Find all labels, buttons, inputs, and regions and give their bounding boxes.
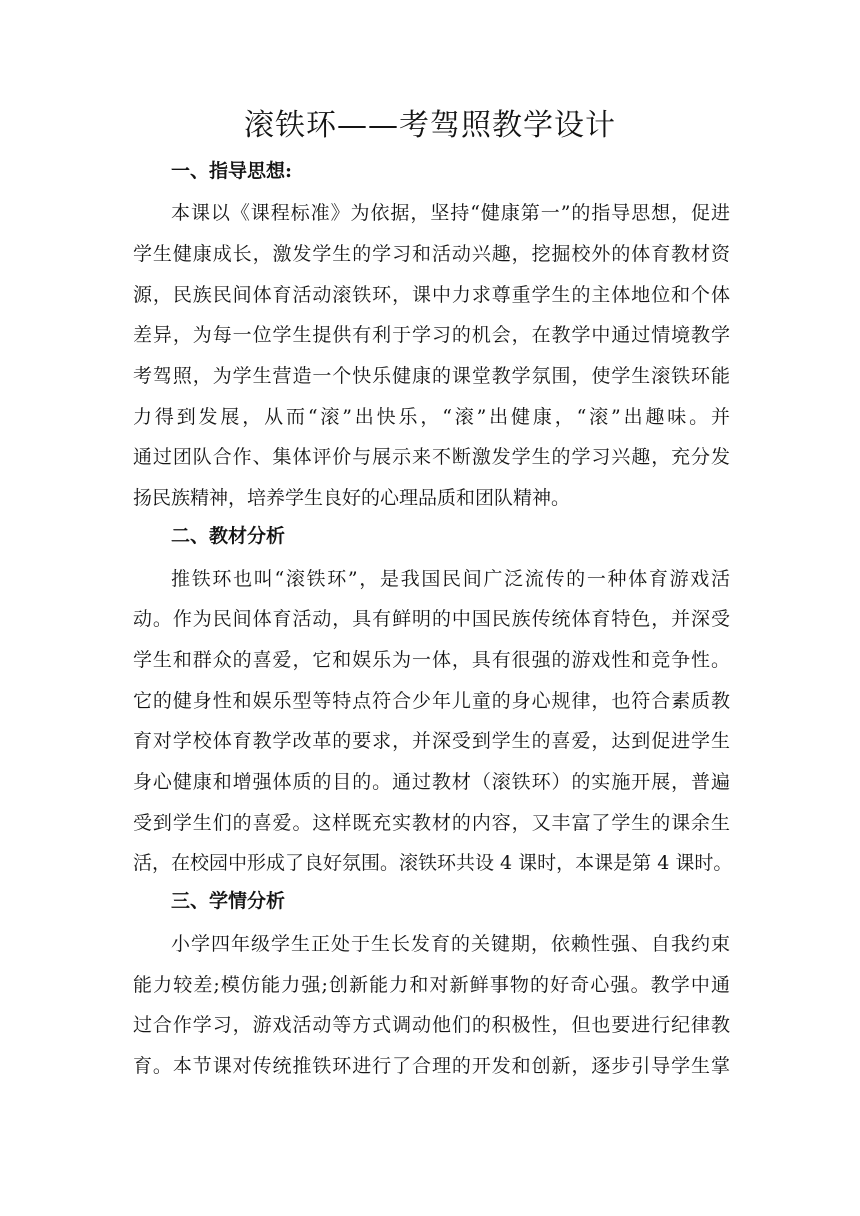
paragraph-line: 考驾照，为学生营造一个快乐健康的课堂教学氛围，使学生滚铁环能 [133,365,730,387]
paragraph-line: 通过团队合作、集体评价与展示来不断激发学生的学习兴趣，充分发 [133,446,730,468]
paragraph-line: 活，在校园中形成了良好氛围。滚铁环共设 4 课时，本课是第 4 课时。 [133,852,733,874]
section-heading-student-analysis: 三、学情分析 [171,890,286,912]
paragraph-line: 扬民族精神，培养学生良好的心理品质和团队精神。 [133,487,571,509]
paragraph-line: 能力较差;模仿能力强;创新能力和对新鲜事物的好奇心强。教学中通 [133,974,730,996]
paragraph-line: 学生和群众的喜爱，它和娱乐为一体，具有很强的游戏性和竞争性。 [133,649,730,671]
paragraph-line: 差异，为每一位学生提供有利于学习的机会，在教学中通过情境教学 [133,324,730,346]
paragraph-line: 身心健康和增强体质的目的。通过教材（滚铁环）的实施开展，普遍 [133,771,730,793]
document-title: 滚铁环——考驾照教学设计 [244,108,616,143]
paragraph-line: 推铁环也叫“滚铁环”，是我国民间广泛流传的一种体育游戏活 [171,568,730,590]
section-heading-material-analysis: 二、教材分析 [171,525,286,547]
paragraph-line: 它的健身性和娱乐型等特点符合少年儿童的身心规律，也符合素质教 [133,690,730,712]
paragraph-line: 小学四年级学生正处于生长发育的关键期，依赖性强、自我约束 [171,933,730,955]
paragraph-line: 本课以《课程标准》为依据，坚持“健康第一”的指导思想，促进 [171,202,730,224]
paragraph-line: 育。本节课对传统推铁环进行了合理的开发和创新，逐步引导学生掌 [133,1055,730,1077]
paragraph-line: 源，民族民间体育活动滚铁环，课中力求尊重学生的主体地位和个体 [133,284,730,306]
paragraph-line: 受到学生们的喜爱。这样既充实教材的内容，又丰富了学生的课余生 [133,812,730,834]
section-heading-guiding-ideology: 一、指导思想: [171,160,293,182]
paragraph-line: 力得到发展，从而“滚”出快乐，“滚”出健康，“滚”出趣味。并 [133,406,730,428]
paragraph-line: 动。作为民间体育活动，具有鲜明的中国民族传统体育特色，并深受 [133,608,730,630]
paragraph-line: 育对学校体育教学改革的要求，并深受到学生的喜爱，达到促进学生 [133,730,730,752]
paragraph-line: 过合作学习，游戏活动等方式调动他们的积极性，但也要进行纪律教 [133,1014,730,1036]
paragraph-line: 学生健康成长，激发学生的学习和活动兴趣，挖掘校外的体育教材资 [133,243,730,265]
